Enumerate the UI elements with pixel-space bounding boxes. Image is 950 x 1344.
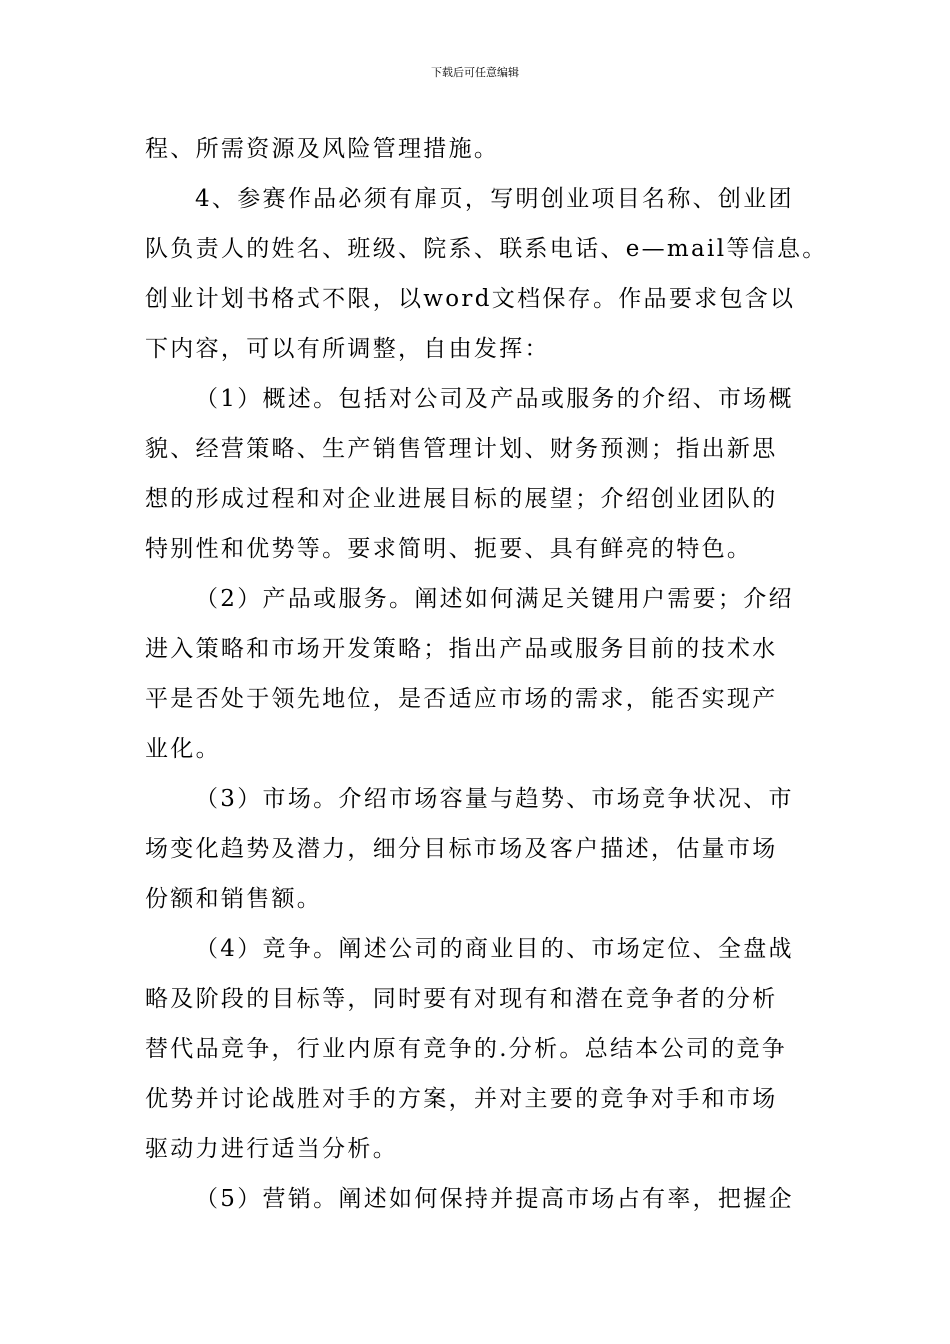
text-line: 想的形成过程和对企业进展目标的展望；介绍创业团队的 (145, 486, 778, 512)
text-line: 队负责人的姓名、班级、院系、联系电话、e—mail等信息。 (145, 236, 828, 262)
text-line: （3）市场。介绍市场容量与趋势、市场竞争状况、市 (195, 786, 794, 812)
page-header-note: 下载后可任意编辑 (431, 66, 519, 79)
text-line: 驱动力进行适当分析。 (145, 1136, 398, 1162)
text-line: （5）营销。阐述如何保持并提高市场占有率，把握企 (195, 1186, 794, 1212)
text-line: 进入策略和市场开发策略；指出产品或服务目前的技术水 (145, 636, 778, 662)
text-line: 创业计划书格式不限，以word文档保存。作品要求包含以 (145, 286, 796, 312)
text-line: （4）竞争。阐述公司的商业目的、市场定位、全盘战 (195, 936, 794, 962)
text-line: 略及阶段的目标等，同时要有对现有和潜在竞争者的分析 (145, 986, 778, 1012)
text-line: 貌、经营策略、生产销售管理计划、财务预测；指出新思 (145, 436, 778, 462)
text-line: 4、参赛作品必须有扉页，写明创业项目名称、创业团 (195, 186, 794, 212)
text-line: （2）产品或服务。阐述如何满足关键用户需要；介绍 (195, 586, 794, 612)
text-line: 特别性和优势等。要求简明、扼要、具有鲜亮的特色。 (145, 536, 753, 562)
text-line: 平是否处于领先地位，是否适应市场的需求，能否实现产 (145, 686, 778, 712)
text-line: 场变化趋势及潜力，细分目标市场及客户描述，估量市场 (145, 836, 778, 862)
text-line: 业化。 (145, 736, 221, 762)
text-line: 份额和销售额。 (145, 886, 323, 912)
text-line: （1）概述。包括对公司及产品或服务的介绍、市场概 (195, 386, 794, 412)
text-line: 程、所需资源及风险管理措施。 (145, 136, 500, 162)
text-line: 优势并讨论战胜对手的方案，并对主要的竞争对手和市场 (145, 1086, 778, 1112)
text-line: 下内容，可以有所调整，自由发挥： (145, 336, 550, 362)
text-line: 替代品竞争，行业内原有竞争的.分析。总结本公司的竞争 (145, 1036, 788, 1062)
